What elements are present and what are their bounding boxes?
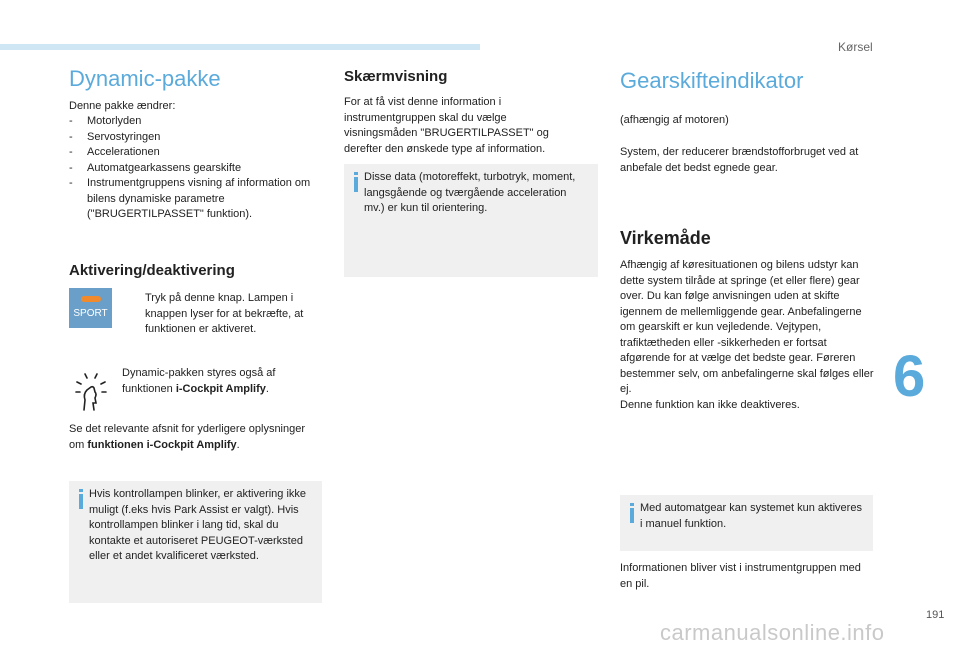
list-item: - Servostyringen: [69, 130, 324, 146]
list-item: - Motorlyden: [69, 114, 324, 130]
display-body: For at få vist denne information i instrumentgruppen skal du vælge visningsmåden "BRUGERTILPASSET" og derefter den ønskede type af information.: [344, 96, 549, 155]
list-item: - Automatgearkassens gearskifte: [69, 161, 324, 177]
list-item: - Accelerationen: [69, 145, 324, 161]
list-item: - Instrumentgruppens visning af information om bilens dynamiske parametre ("BRUGERTILPASSET" funktion).: [69, 176, 324, 223]
section-label: Kørsel: [838, 40, 873, 54]
chapter-number: 6: [893, 344, 926, 409]
display-note-text: Disse data (motoreffekt, turbotryk, moment, langsgående og tværgående acceleration mv.) er kun til orientering.: [364, 171, 576, 214]
sport-button-image: [69, 288, 112, 328]
info-icon: [630, 503, 634, 523]
warning-note-text: Hvis kontrollampen blinker, er aktivering ikke muligt (f.eks hvis Park Assist er valgt). Hvis kontrollampen blinker i lang tid, skal du kontakte et autoriseret PEUGEOT-værksted eller et andet kvalificeret værksted.: [89, 488, 307, 562]
gear-indicator-footer: Informationen bliver vist i instrumentgruppen med en pil.: [620, 562, 861, 590]
sport-step-text: Tryk på denne knap. Lampen i knappen lyser for at bekræfte, at funktionen er aktiveret.: [145, 292, 304, 335]
page-number: 191: [926, 609, 945, 621]
sport-label: SPORT: [73, 308, 108, 319]
activation-heading: Aktivering/deaktivering: [69, 262, 235, 279]
gear-indicator-subtitle: (afhængig af motoren): [620, 114, 729, 126]
see-more-text: Se det relevante afsnit for yderligere oplysninger om funktionen i-Cockpit Amplify.: [69, 423, 306, 451]
dynamic-pack-intro: Denne pakke ændrer:: [69, 100, 176, 112]
info-icon: [79, 489, 83, 509]
lamp-icon: [81, 296, 101, 302]
info-icon: [354, 172, 358, 192]
cockpit-text: Dynamic-pakken styres også af funktionen i-Cockpit Amplify.: [122, 367, 276, 395]
operation-heading: Virkemåde: [620, 228, 711, 248]
dynamic-pack-title: Dynamic-pakke: [69, 66, 221, 91]
warning-note-box: [69, 481, 322, 603]
i-cockpit-amplify-icon: [73, 370, 109, 412]
gear-indicator-title: Gearskifteindikator: [620, 68, 804, 93]
automatic-note-text: Med automatgear kan systemet kun aktiveres i manuel funktion.: [640, 502, 862, 530]
watermark: carmanualsonline.info: [660, 620, 885, 645]
dynamic-pack-list: [69, 114, 324, 223]
operation-body: Afhængig af køresituationen og bilens udstyr kan dette system tilråde at springe (et eller flere) gear over. Du kan følge anvisningen uden at skifte igennem de mellemliggende gear. Anbefalingerne om gearskift er kun vejledende. Vejtypen, trafiktætheden eller -sikkerheden er fortsat afgørende for at vælge det bedste gear. Føreren bestemmer selv, om anbefalingerne skal følges eller ej. Denne funktion kan ikke deaktiveres.: [620, 259, 874, 411]
header-accent-bar: [0, 44, 480, 50]
automatic-note-box: [620, 495, 873, 551]
display-note-box: [344, 164, 598, 277]
gear-indicator-intro: System, der reducerer brændstofforbruget ved at anbefale det bedst egnede gear.: [620, 146, 859, 174]
display-heading: Skærmvisning: [344, 68, 448, 85]
